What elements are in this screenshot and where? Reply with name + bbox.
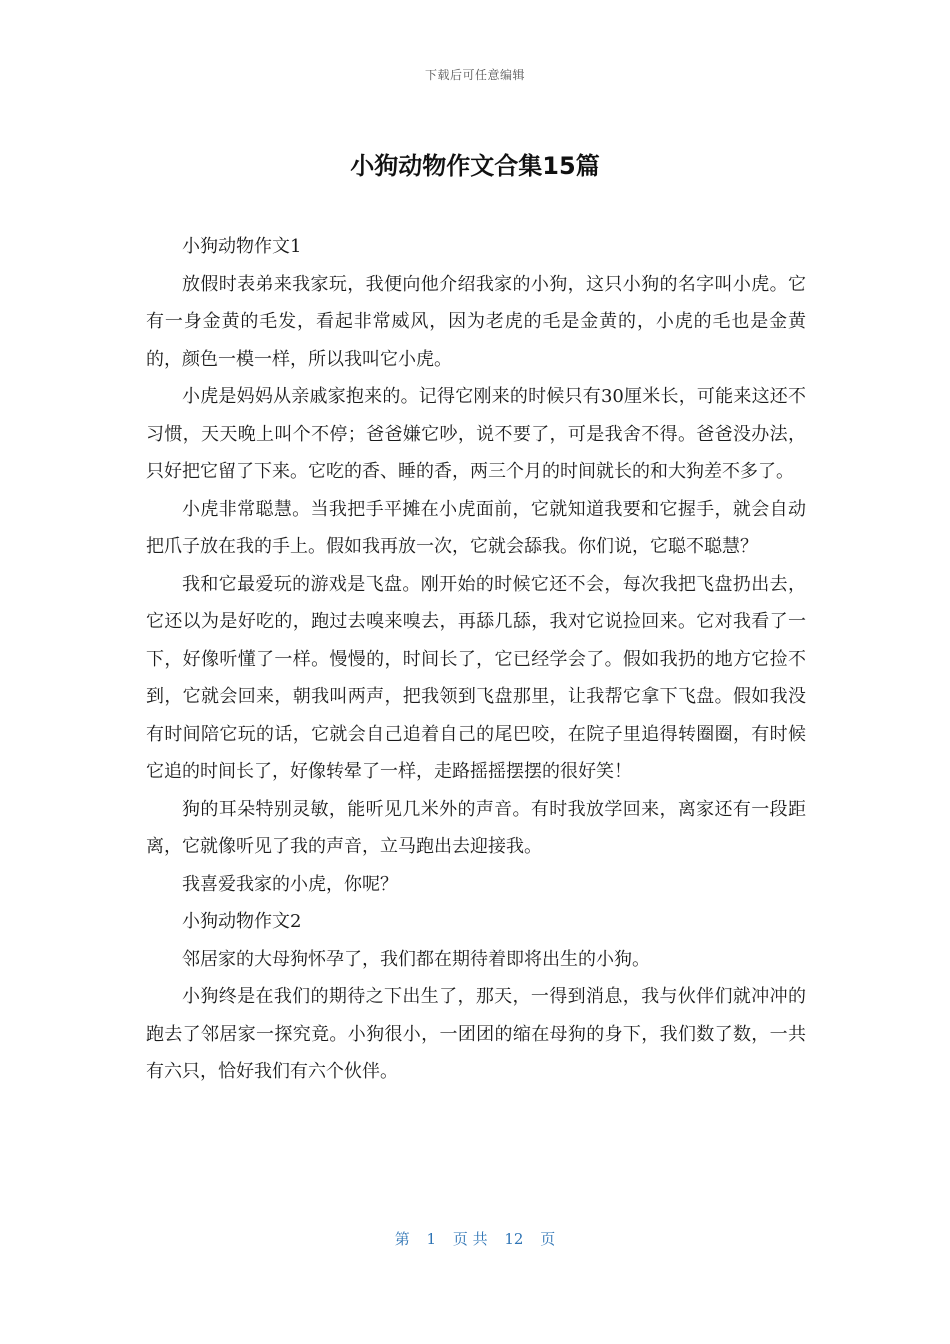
total-pages-number: 12 [504,1230,524,1248]
paragraph: 小狗终是在我们的期待之下出生了，那天，一得到消息，我与伙伴们就冲冲的跑去了邻居家一探究竟。小狗很小，一团团的缩在母狗的身下，我们数了数，一共有六只，恰好我们有六个伙伴。 [146,986,806,1082]
page-label-middle: 页 共 [452,1230,488,1248]
paragraph: 狗的耳朵特别灵敏，能听见几米外的声音。有时我放学回来，离家还有一段距离，它就像听见了我的声音，立马跑出去迎接我。 [146,798,806,857]
paragraph: 小虎非常聪慧。当我把手平摊在小虎面前，它就知道我要和它握手，就会自动把爪子放在我的手上。假如我再放一次，它就会舔我。你们说，它聪不聪慧？ [146,498,806,557]
document-title: 小狗动物作文合集15篇 [350,152,600,180]
paragraph: 我和它最爱玩的游戏是飞盘。刚开始的时候它还不会，每次我把飞盘扔出去，它还以为是好吃的，跑过去嗅来嗅去，再舔几舔，我对它说捡回来。它对我看了一下，好像听懂了一样。慢慢的，时间长了，它已经学会了。假如我扔的地方它捡不到，它就会回来，朝我叫两声，把我领到飞盘那里，让我帮它拿下飞盘。假如我没有时间陪它玩的话，它就会自己追着自己的尾巴咬，在院子里追得转圈圈，有时候它追的时间长了，好像转晕了一样，走路摇摇摆摆的很好笑！ [146,573,806,782]
paragraph: 我喜爱我家的小虎，你呢？ [182,873,398,895]
paragraph: 小虎是妈妈从亲戚家抱来的。记得它刚来的时候只有30厘米长，可能来这还不习惯，天天晚上叫个不停；爸爸嫌它吵，说不要了，可是我舍不得。爸爸没办法，只好把它留了下来。它吃的香、睡的香，两三个月的时间就长的和大狗差不多了。 [146,386,806,482]
section-heading-2: 小狗动物作文2 [182,911,302,932]
page-label-suffix: 页 [540,1230,556,1248]
paragraph: 邻居家的大母狗怀孕了，我们都在期待着即将出生的小狗。 [182,948,650,970]
page-number-footer [0,1228,950,1249]
document-body [146,228,806,1091]
page-label-prefix: 第 [394,1230,410,1248]
section-heading-1: 小狗动物作文1 [182,236,302,257]
paragraph: 放假时表弟来我家玩，我便向他介绍我家的小狗，这只小狗的名字叫小虎。它有一身金黄的毛发，看起非常威风，因为老虎的毛是金黄的，小虎的毛也是金黄的，颜色一模一样，所以我叫它小虎。 [146,273,806,370]
header-note: 下载后可任意编辑 [424,68,525,82]
current-page-number: 1 [426,1230,437,1248]
